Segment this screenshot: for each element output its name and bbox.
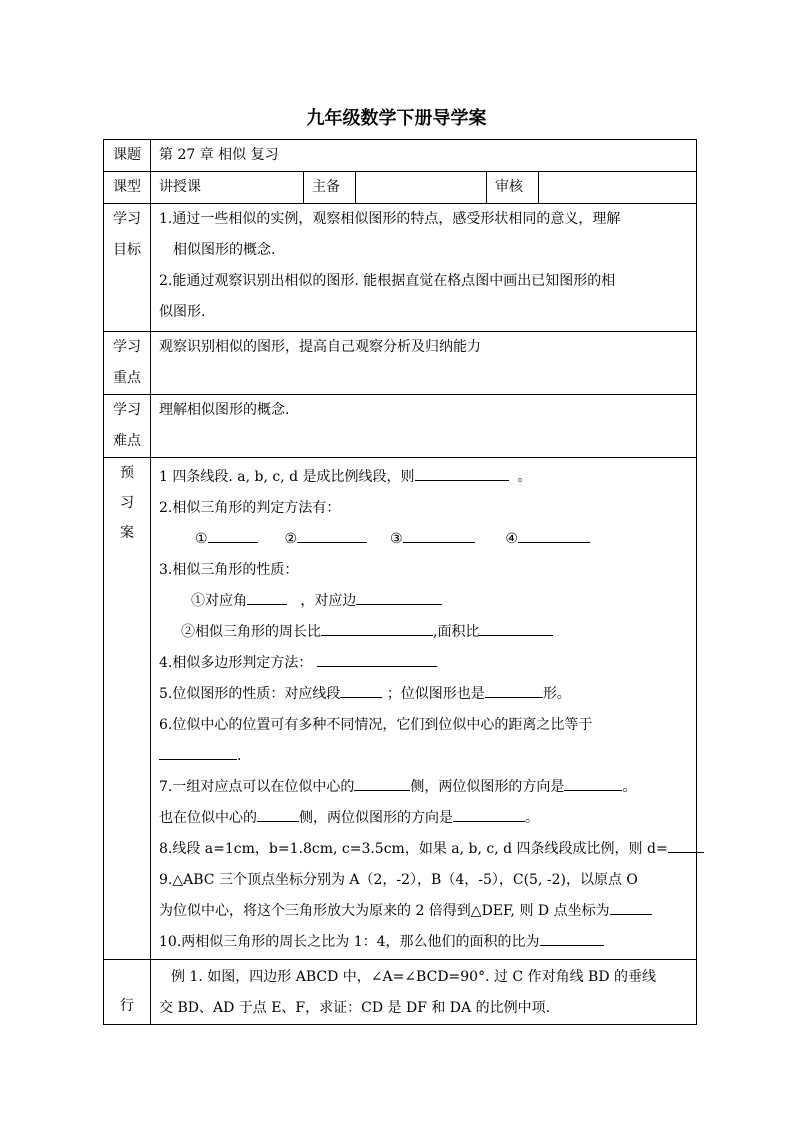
q6-line-1: 6.位似中心的位置可有多种不同情况，它们到位似中心的距离之比等于 (159, 717, 593, 733)
goals-label-1: 学习 (113, 211, 141, 227)
goals-label-2: 目标 (113, 242, 141, 258)
preview-label-3: 案 (120, 525, 134, 541)
difficulty-label-2: 难点 (113, 433, 141, 449)
q2-options: ① ② ③ ④ (151, 524, 696, 555)
q2-blank-1[interactable] (208, 526, 258, 543)
practice-label: 行 (104, 960, 151, 1025)
q1-blank[interactable] (415, 464, 509, 481)
q7-side-blank-1[interactable] (354, 774, 410, 791)
q9-line-1: 9.△ABC 三个顶点坐标分别为 A（2，-2），B（4，-5），C(5, -2)，以原点 O (159, 872, 638, 888)
q8-blank[interactable] (668, 836, 704, 853)
review-label: 审核 (495, 179, 523, 195)
q2-blank-4[interactable] (518, 526, 590, 543)
q6-line-2: . (151, 741, 696, 772)
goals-row (104, 204, 697, 332)
preview-label-1: 预 (120, 465, 134, 481)
lesson-plan-table (103, 139, 697, 1025)
goal-1-line-2: 相似图形的概念. (173, 242, 276, 258)
preview-label-2: 习 (120, 495, 134, 511)
q9-line-2: 为位似中心，将这个三角形放大为原来的 2 倍得到△DEF, 则 D 点坐标为 (151, 896, 696, 927)
q5-shape-blank[interactable] (485, 681, 543, 698)
q5-segment-blank[interactable] (340, 681, 382, 698)
q3: 3.相似三角形的性质： (159, 562, 299, 578)
preview-row (104, 458, 697, 960)
practice-row (104, 960, 697, 1025)
q4-blank[interactable] (317, 650, 437, 667)
focus-label-1: 学习 (113, 339, 141, 355)
q3-area-blank[interactable] (479, 619, 553, 636)
q2: 2.相似三角形的判定方法有： (159, 500, 341, 516)
q2-blank-2[interactable] (297, 526, 367, 543)
q7-direction-blank-1[interactable] (564, 774, 622, 791)
q1: 1 四条线段. a, b, c, d 是成比例线段，则 。 (151, 462, 696, 493)
q8: 8.线段 a=1cm，b=1.8cm, c=3.5cm，如果 a, b, c, d 四条线段成比例，则 d= (151, 834, 696, 865)
q5: 5.位似图形的性质：对应线段 ；位似图形也是 形。 (151, 679, 696, 710)
q3-perimeter-blank[interactable] (321, 619, 433, 636)
difficulty-text: 理解相似图形的概念. (159, 402, 290, 418)
q3-side-blank[interactable] (356, 588, 442, 605)
q7-side-blank-2[interactable] (257, 805, 299, 822)
type-label: 课型 (104, 172, 151, 204)
focus-text: 观察识别相似的图形，提高自己观察分析及归纳能力 (159, 339, 481, 355)
q7-line-1: 7.一组对应点可以在位似中心的 侧，两位似图形的方向是 。 (151, 772, 696, 803)
q7-line-2: 也在位似中心的 侧，两位似图形的方向是 。 (151, 803, 696, 834)
page-title: 九年级数学下册导学案 (306, 108, 487, 129)
type-value: 讲授课 (159, 179, 201, 195)
q3-a: ①对应角 ，对应边 (151, 586, 696, 617)
q6-blank[interactable] (159, 743, 237, 760)
goal-2-line-2: 似图形. (159, 304, 206, 320)
q3-b: ②相似三角形的周长比 ,面积比 (151, 617, 696, 648)
prep-label: 主备 (312, 179, 340, 195)
difficulty-label-1: 学习 (113, 402, 141, 418)
focus-row (104, 332, 697, 395)
q7-direction-blank-2[interactable] (453, 805, 525, 822)
topic-row (104, 140, 697, 172)
q9-blank[interactable] (610, 898, 652, 915)
type-row (104, 172, 697, 204)
difficulty-row (104, 395, 697, 458)
example-1-line-2: 交 BD、AD 于点 E、F，求证：CD 是 DF 和 DA 的比例中项. (159, 1000, 551, 1016)
topic-label: 课题 (104, 140, 151, 172)
q3-angle-blank[interactable] (247, 588, 287, 605)
q2-blank-3[interactable] (403, 526, 475, 543)
goal-2-line-1: 2.能通过观察识别出相似的图形. 能根据直觉在格点图中画出已知图形的相 (159, 273, 616, 289)
goal-1-line-1: 1.通过一些相似的实例，观察相似图形的特点，感受形状相同的意义，理解 (159, 211, 621, 227)
example-1-line-1: 例 1. 如图，四边形 ABCD 中，∠A=∠BCD=90°. 过 C 作对角线 BD 的垂线 (171, 969, 657, 985)
topic-value: 第 27 章 相似 复习 (159, 147, 279, 163)
q4: 4.相似多边形判定方法： (151, 648, 696, 679)
q10-blank[interactable] (540, 929, 604, 946)
focus-label-2: 重点 (113, 370, 141, 386)
q10: 10.两相似三角形的周长之比为 1：4，那么他们的面积的比为 (151, 927, 696, 958)
